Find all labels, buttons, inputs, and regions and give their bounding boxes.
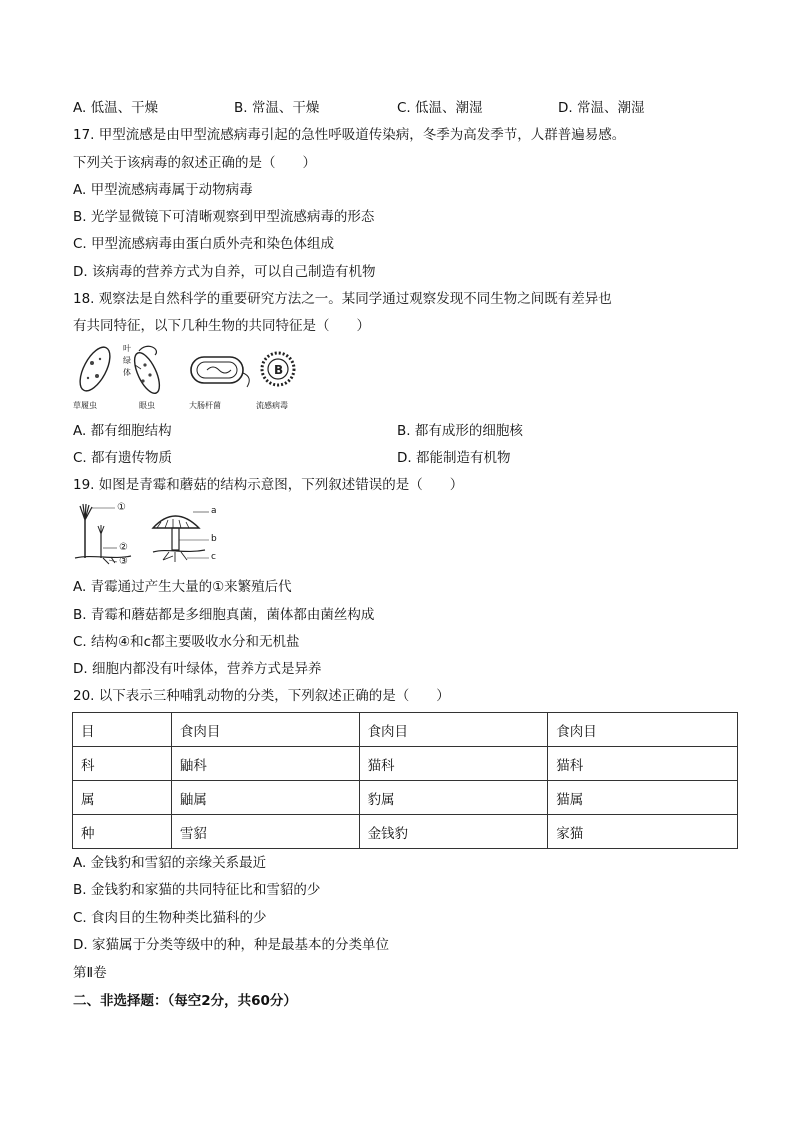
q20-option-a: A. 金钱豹和雪貂的亲缘关系最近: [73, 855, 267, 871]
table-cell: 食肉目: [359, 713, 548, 747]
table-cell: 雪貂: [171, 815, 359, 849]
q18-organisms-figure: [73, 343, 303, 413]
table-cell: 猫科: [359, 747, 548, 781]
table-row: [73, 781, 738, 815]
table-row: [73, 747, 738, 781]
table-cell: 豹属: [359, 781, 548, 815]
q16-option-c: C. 低温、潮湿: [397, 100, 483, 116]
table-row: [73, 815, 738, 849]
label-influenza-virus: 流感病毒: [256, 401, 288, 410]
q16-option-d: D. 常温、潮湿: [558, 100, 645, 116]
q18-option-c: C. 都有遗传物质: [73, 450, 173, 466]
q19-option-a: A. 青霉通过产生大量的①来繁殖后代: [73, 579, 292, 595]
euglena-drawing: [130, 346, 165, 396]
penicillium-mushroom-illustration: [73, 500, 223, 566]
section-heading: 二、非选择题：（每空2分，共60分）: [73, 993, 297, 1009]
chloroplast-label: 叶绿体: [123, 344, 131, 377]
influenza-virus-drawing: [262, 353, 294, 385]
table-cell: 科: [73, 747, 172, 781]
svg-text:B: B: [274, 363, 284, 377]
q16-option-b: B. 常温、干燥: [234, 100, 320, 116]
table-row: [73, 713, 738, 747]
q16-option-a: A. 低温、干燥: [73, 100, 159, 116]
label-a: a: [211, 506, 217, 516]
q17-stem-line2: 下列关于该病毒的叙述正确的是（ ）: [73, 155, 316, 171]
label-c: c: [211, 552, 216, 562]
label-paramecium: 草履虫: [73, 401, 97, 410]
table-cell: 金钱豹: [359, 815, 548, 849]
q20-option-b: B. 金钱豹和家猫的共同特征比和雪貂的少: [73, 882, 321, 898]
label-b: b: [211, 534, 217, 544]
table-cell: 食肉目: [548, 713, 738, 747]
label-2: ②: [119, 542, 128, 553]
penicillium-drawing: [75, 504, 131, 564]
q17-option-b: B. 光学显微镜下可清晰观察到甲型流感病毒的形态: [73, 209, 375, 225]
table-cell: 猫科: [548, 747, 738, 781]
volume-label: 第Ⅱ卷: [73, 965, 107, 981]
paramecium-drawing: [74, 343, 116, 395]
table-cell: 家猫: [548, 815, 738, 849]
q19-stem: 19. 如图是青霉和蘑菇的结构示意图，下列叙述错误的是（ ）: [73, 477, 464, 493]
q19-option-b: B. 青霉和蘑菇都是多细胞真菌，菌体都由菌丝构成: [73, 607, 375, 623]
q17-stem-line1: 17. 甲型流感是由甲型流感病毒引起的急性呼吸道传染病，冬季为高发季节，人群普遍易感。: [73, 127, 626, 143]
label-3: ③: [119, 556, 128, 567]
q19-option-d: D. 细胞内都没有叶绿体，营养方式是异养: [73, 661, 322, 677]
q20-option-c: C. 食肉目的生物种类比猫科的少: [73, 910, 267, 926]
q18-stem-line2: 有共同特征，以下几种生物的共同特征是（ ）: [73, 318, 370, 334]
q19-option-c: C. 结构④和c都主要吸收水分和无机盐: [73, 634, 300, 650]
classification-table: [72, 712, 738, 849]
table-cell: 猫属: [548, 781, 738, 815]
q19-fungi-figure: [73, 500, 223, 566]
mushroom-drawing: [153, 512, 209, 562]
q18-option-a: A. 都有细胞结构: [73, 423, 172, 439]
q18-option-b: B. 都有成形的细胞核: [397, 423, 523, 439]
q18-stem-line1: 18. 观察法是自然科学的重要研究方法之一。某同学通过观察发现不同生物之间既有差异也: [73, 291, 612, 307]
q20-stem: 20. 以下表示三种哺乳动物的分类，下列叙述正确的是（ ）: [73, 688, 450, 704]
q17-option-d: D. 该病毒的营养方式为自养，可以自己制造有机物: [73, 264, 376, 280]
q17-option-a: A. 甲型流感病毒属于动物病毒: [73, 182, 253, 198]
q18-option-d: D. 都能制造有机物: [397, 450, 511, 466]
organisms-illustration: [73, 343, 303, 399]
table-cell: 鼬科: [171, 747, 359, 781]
table-cell: 食肉目: [171, 713, 359, 747]
label-1: ①: [117, 502, 126, 513]
table-cell: 目: [73, 713, 172, 747]
e-coli-drawing: [191, 357, 249, 387]
table-cell: 种: [73, 815, 172, 849]
q20-option-d: D. 家猫属于分类等级中的种，种是最基本的分类单位: [73, 937, 389, 953]
table-cell: 鼬属: [171, 781, 359, 815]
label-euglena: 眼虫: [139, 401, 155, 410]
q17-option-c: C. 甲型流感病毒由蛋白质外壳和染色体组成: [73, 236, 335, 252]
table-cell: 属: [73, 781, 172, 815]
label-e-coli: 大肠杆菌: [189, 401, 221, 410]
